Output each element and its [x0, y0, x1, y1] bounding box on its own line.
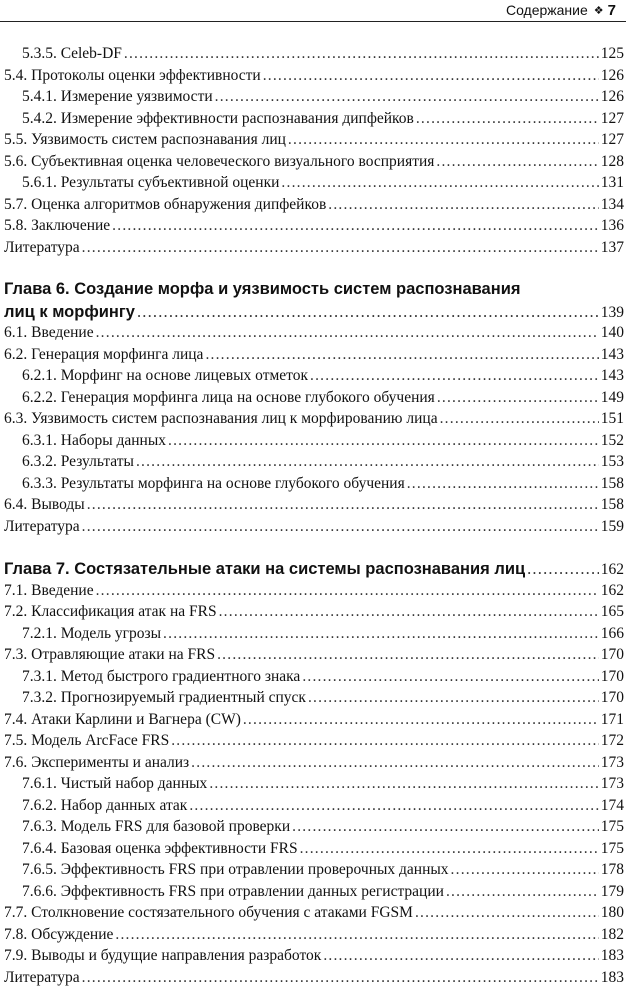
toc-entry[interactable] [0, 365, 626, 387]
toc-entry[interactable] [0, 709, 626, 731]
toc-entry-page: 159 [600, 517, 624, 535]
toc-entry-title: 7.6.6. Эффективность FRS при отравлении данных регистрации [22, 882, 444, 900]
dot-leader [436, 151, 598, 173]
chapter-7-heading[interactable] [0, 558, 626, 580]
toc-entry-title: 7.5. Модель ArcFace FRS [4, 732, 170, 749]
toc-entry-title: 5.6.1. Результаты субъективной оценки [22, 174, 280, 191]
dot-leader [82, 237, 599, 259]
dot-leader [115, 924, 598, 946]
dot-leader [209, 773, 598, 795]
toc-entry-page: 175 [600, 818, 624, 835]
toc-entry-page: 180 [600, 904, 624, 921]
toc-entry-title: 7.3. Отравляющие атаки на FRS [4, 646, 216, 663]
section-name: Содержание [505, 2, 588, 18]
toc-entry-page: 158 [600, 496, 624, 513]
toc-entry-title: 5.3.5. Celeb-DF [22, 45, 122, 62]
toc-entry-title: 6.1. Введение [4, 324, 94, 341]
toc-entry-page: 174 [600, 796, 624, 814]
toc-entry[interactable] [0, 516, 626, 538]
toc-entry-page: 151 [600, 410, 624, 427]
dot-leader [205, 344, 598, 366]
dot-leader [189, 795, 598, 817]
toc-entry-page: 136 [600, 217, 624, 234]
dot-leader [112, 215, 599, 237]
toc-entry[interactable] [0, 151, 626, 173]
dot-leader [288, 129, 599, 151]
toc-entry-page: 125 [600, 45, 624, 62]
toc-entry[interactable] [0, 580, 626, 602]
toc-entry[interactable] [0, 816, 626, 838]
toc-entry-title: Литература [4, 238, 80, 256]
dot-leader [191, 752, 599, 774]
chapter-7-title: Глава 7. Состязательные атаки на системы распознавания лиц [4, 560, 526, 578]
toc-entry-title: 7.4. Атаки Карлини и Вагнера (CW) [4, 710, 241, 728]
dot-leader [136, 451, 599, 473]
toc-entry[interactable] [0, 945, 626, 967]
toc-entry-title: 6.3.2. Результаты [22, 453, 134, 470]
toc-entry-title: 5.5. Уязвимость систем распознавания лиц [4, 131, 286, 148]
toc-entry-title: 6.2.1. Морфинг на основе лицевых отметок [22, 367, 309, 384]
toc-entry-page: 175 [600, 839, 624, 857]
toc-entry-title: 5.8. Заключение [4, 217, 111, 234]
toc-entry[interactable] [0, 65, 626, 87]
toc-entry[interactable] [0, 601, 626, 623]
dot-leader [163, 623, 599, 645]
toc-entry[interactable] [0, 451, 626, 473]
toc-entry-title: 7.9. Выводы и будущие направления разработок [4, 947, 322, 964]
dot-leader [171, 730, 599, 752]
toc-entry[interactable] [0, 408, 626, 430]
dot-leader [416, 108, 599, 130]
toc-entry[interactable] [0, 215, 626, 237]
dot-leader [451, 859, 599, 881]
dot-leader [328, 194, 598, 216]
toc-entry-title: 7.3.2. Прогнозируемый градиентный спуск [22, 689, 306, 706]
chapter-6-title-line1: Глава 6. Создание морфа и уязвимость систем распознавания [4, 280, 521, 298]
toc-entry-title: 7.7. Столкновение состязательного обучения с атаками FGSM [4, 904, 413, 921]
toc-entry-page: 134 [600, 195, 624, 213]
toc-entry-page: 170 [600, 646, 624, 663]
toc-entry-page: 182 [600, 925, 624, 943]
page-header [0, 0, 626, 22]
toc-entry[interactable] [0, 387, 626, 409]
toc-entry-page: 137 [600, 238, 624, 256]
toc-entry[interactable] [0, 194, 626, 216]
dot-leader [82, 516, 599, 538]
toc-entry[interactable] [0, 730, 626, 752]
toc-entry-page: 171 [600, 710, 624, 728]
chapter-7-title-row [4, 558, 626, 580]
toc-entry[interactable] [0, 687, 626, 709]
toc-entry-page: 127 [600, 131, 624, 148]
toc-entry-title: 7.2.1. Модель угрозы [22, 624, 162, 642]
toc-entry[interactable] [0, 43, 626, 65]
toc-entry[interactable] [0, 322, 626, 344]
toc-entry[interactable] [0, 494, 626, 516]
toc-entry[interactable] [0, 344, 626, 366]
dot-leader [168, 430, 599, 452]
toc-entry-title: 7.2. Классификация атак на FRS [4, 603, 217, 620]
toc-entry-page: 127 [600, 109, 624, 127]
toc-entry-page: 131 [600, 174, 624, 191]
toc-entry-page: 158 [600, 474, 624, 492]
toc-entry-title: 7.1. Введение [4, 581, 94, 599]
toc-entry[interactable] [0, 108, 626, 130]
toc-entry-page: 152 [600, 431, 624, 449]
toc-entry[interactable] [0, 902, 626, 924]
chapter-7-page: 162 [600, 561, 624, 578]
chapter-6-page: 139 [600, 303, 624, 321]
header-rule [0, 21, 626, 22]
toc-entry-title: 7.6.5. Эффективность FRS при отравлении проверочных данных [22, 861, 449, 878]
toc-entry-title: 5.6. Субъективная оценка человеческого визуального восприятия [4, 152, 435, 170]
dot-leader [137, 301, 599, 323]
toc-entry[interactable] [0, 86, 626, 108]
toc-entry-page: 179 [600, 882, 624, 900]
dot-leader [415, 902, 599, 924]
toc-entry[interactable] [0, 430, 626, 452]
toc-entry[interactable] [0, 773, 626, 795]
dot-leader [96, 322, 599, 344]
toc-entry-title: 5.4.2. Измерение эффективности распознавания дипфейков [22, 109, 414, 127]
chapter5-tail [0, 43, 626, 258]
toc-entry-page: 140 [600, 324, 624, 341]
dot-leader [310, 365, 599, 387]
toc-entry-title: 6.2. Генерация морфинга лица [4, 345, 204, 363]
chapter-6-entries [0, 322, 626, 537]
toc-entry-title: 7.6.2. Набор данных атак [22, 796, 188, 814]
toc-entry[interactable] [0, 172, 626, 194]
toc-entry[interactable] [0, 838, 626, 860]
toc-entry-page: 126 [600, 66, 624, 84]
dot-leader [527, 558, 599, 580]
dot-leader [292, 816, 599, 838]
toc-entry-page: 183 [600, 947, 624, 964]
chapter-6-title-line2: лиц к морфингу [4, 302, 135, 321]
toc-entry-title: Литература [4, 517, 80, 535]
toc-entry[interactable] [0, 859, 626, 881]
dot-leader [219, 601, 599, 623]
toc-entry-page: 149 [600, 388, 624, 406]
page-number: 7 [607, 2, 616, 19]
toc-entry-title: 5.4.1. Измерение уязвимости [22, 88, 213, 105]
toc-entry-title: 7.6. Эксперименты и анализ [4, 753, 190, 771]
toc-entry-title: 7.8. Обсуждение [4, 925, 114, 943]
toc-entry-page: 153 [600, 453, 624, 470]
toc-entry-page: 126 [600, 88, 624, 105]
ornament-icon: ❖ [593, 5, 604, 17]
dot-leader [124, 43, 599, 65]
chapter-6-heading[interactable] [0, 279, 626, 322]
toc-entry[interactable] [0, 644, 626, 666]
toc-entry[interactable] [0, 967, 626, 989]
toc-entry-title: 6.3.1. Наборы данных [22, 431, 167, 449]
toc-entry-page: 143 [600, 367, 624, 384]
dot-leader [446, 881, 599, 903]
dot-leader [263, 65, 599, 87]
toc-entry-page: 170 [600, 689, 624, 706]
toc-entry-page: 128 [600, 152, 624, 170]
toc-entry[interactable] [0, 473, 626, 495]
toc-entry-page: 166 [600, 624, 624, 642]
toc-entry[interactable] [0, 881, 626, 903]
table-of-contents [0, 43, 626, 988]
toc-entry-page: 178 [600, 861, 624, 878]
toc-entry-title: 6.2.2. Генерация морфинга лица на основе глубокого обучения [22, 388, 435, 406]
toc-entry-title: 6.4. Выводы [4, 496, 85, 513]
dot-leader [215, 86, 599, 108]
toc-entry-page: 183 [600, 968, 624, 986]
toc-entry[interactable] [0, 129, 626, 151]
toc-entry[interactable] [0, 795, 626, 817]
running-head [506, 2, 616, 21]
dot-leader [82, 967, 599, 989]
toc-entry[interactable] [0, 237, 626, 259]
dot-leader [243, 709, 599, 731]
dot-leader [308, 687, 599, 709]
chapter-7-entries [0, 580, 626, 989]
toc-entry-title: 6.3.3. Результаты морфинга на основе глубокого обучения [22, 474, 405, 492]
toc-entry-title: 6.3. Уязвимость систем распознавания лиц к морфированию лица [4, 410, 438, 427]
toc-entry-page: 173 [600, 775, 624, 792]
dot-leader [440, 408, 599, 430]
toc-entry-page: 173 [600, 753, 624, 771]
toc-entry[interactable] [0, 752, 626, 774]
dot-leader [407, 473, 599, 495]
dot-leader [437, 387, 599, 409]
toc-entry-title: 7.6.4. Базовая оценка эффективности FRS [22, 839, 298, 857]
toc-entry[interactable] [0, 623, 626, 645]
toc-entry-page: 170 [600, 667, 624, 685]
toc-entry-page: 143 [600, 345, 624, 363]
toc-entry-title: Литература [4, 968, 80, 986]
dot-leader [217, 644, 599, 666]
dot-leader [302, 666, 598, 688]
toc-entry[interactable] [0, 924, 626, 946]
toc-entry[interactable] [0, 666, 626, 688]
toc-entry-title: 5.7. Оценка алгоритмов обнаружения дипфейков [4, 195, 327, 213]
toc-entry-page: 172 [600, 732, 624, 749]
toc-entry-title: 5.4. Протоколы оценки эффективности [4, 66, 261, 84]
toc-entry-title: 7.3.1. Метод быстрого градиентного знака [22, 667, 301, 685]
toc-entry-title: 7.6.1. Чистый набор данных [22, 775, 208, 792]
dot-leader [96, 580, 599, 602]
dot-leader [87, 494, 599, 516]
toc-entry-page: 165 [600, 603, 624, 620]
dot-leader [323, 945, 598, 967]
chapter-6-title-row [4, 301, 626, 323]
dot-leader [300, 838, 599, 860]
dot-leader [281, 172, 598, 194]
toc-entry-title: 7.6.3. Модель FRS для базовой проверки [22, 818, 291, 835]
toc-entry-page: 162 [600, 581, 624, 599]
